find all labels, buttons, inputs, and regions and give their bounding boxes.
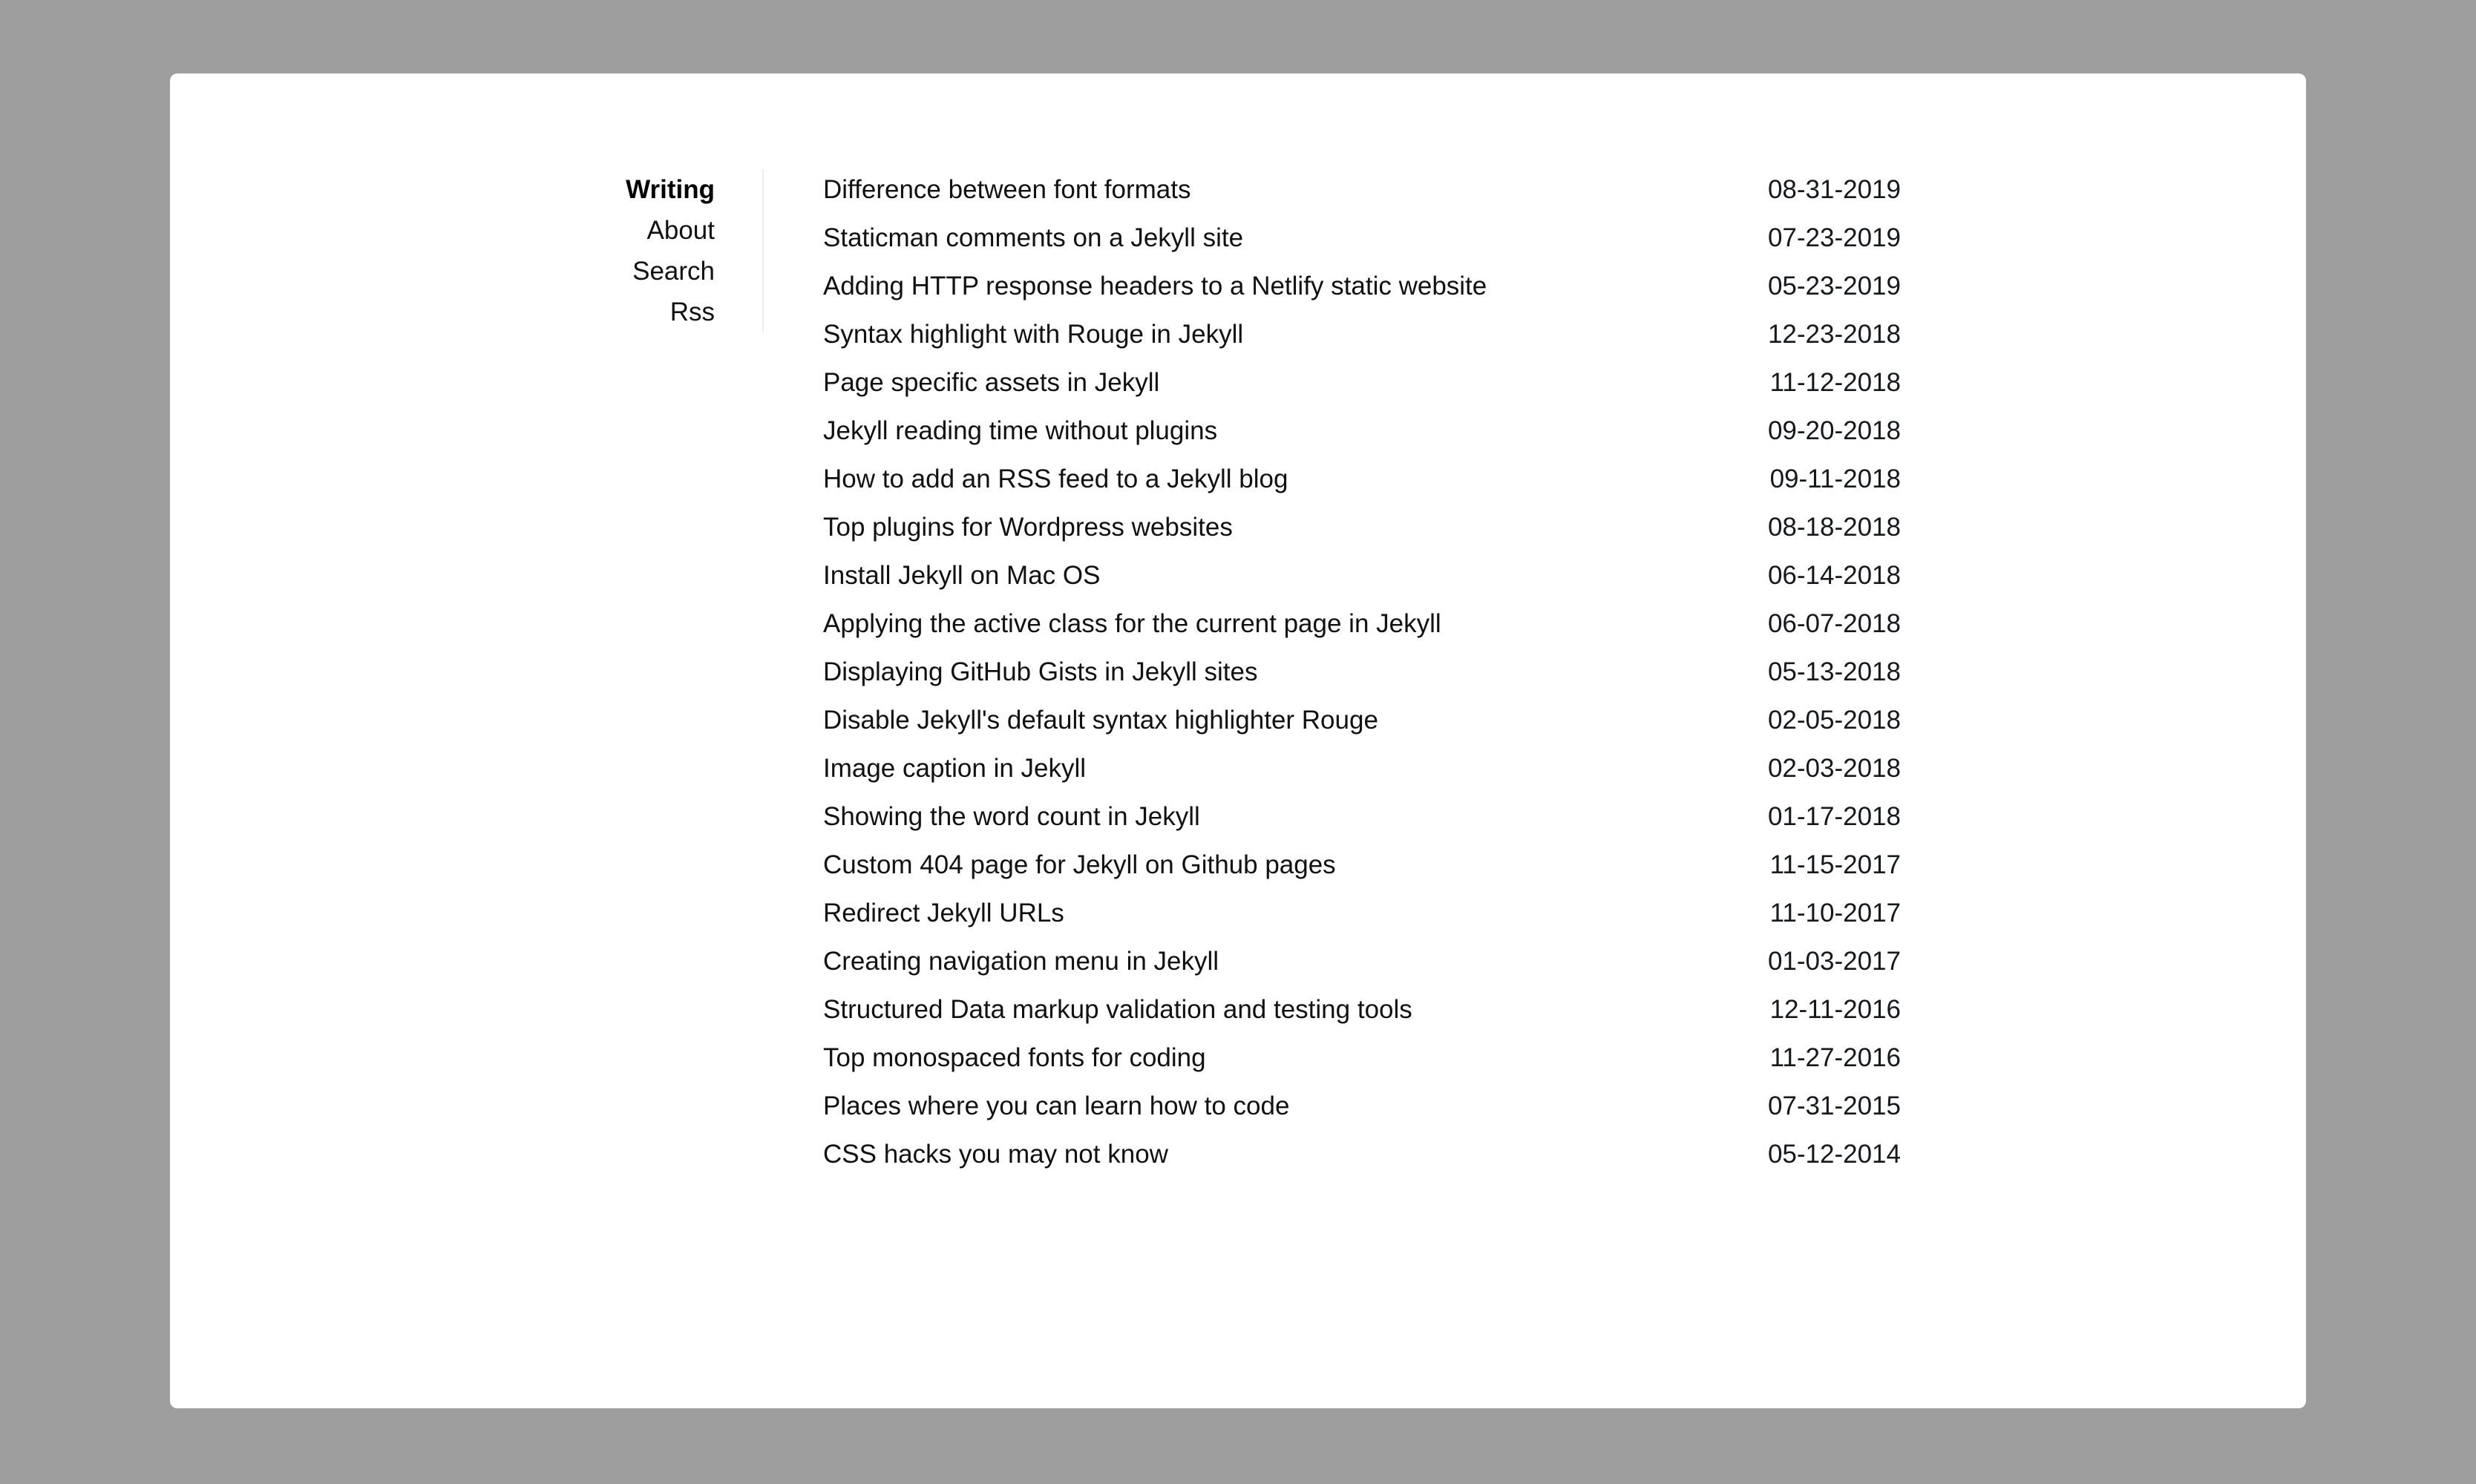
site-nav xyxy=(170,169,764,332)
post-date: 08-31-2019 xyxy=(1767,175,1901,204)
post-date: 11-27-2016 xyxy=(1769,1043,1901,1072)
nav-item-label[interactable]: Writing xyxy=(626,175,715,204)
post-title-link[interactable]: Redirect Jekyll URLs xyxy=(823,899,1064,928)
post-row-jekyll-reading-time-without-plugins xyxy=(823,407,1901,455)
post-date: 05-13-2018 xyxy=(1767,657,1901,686)
post-title-link[interactable]: Difference between font formats xyxy=(823,175,1191,204)
post-title-link[interactable]: How to add an RSS feed to a Jekyll blog xyxy=(823,464,1288,493)
post-row-applying-the-active-class-for-the-current-page-in-jekyll xyxy=(823,600,1901,648)
post-row-disable-jekyll-s-default-syntax-highlighter-rouge xyxy=(823,696,1901,744)
nav-item-about[interactable] xyxy=(170,210,715,251)
post-title-link[interactable]: Structured Data markup validation and testing tools xyxy=(823,995,1412,1024)
post-date: 05-12-2014 xyxy=(1767,1140,1901,1169)
post-list xyxy=(764,165,2306,1178)
post-date: 11-12-2018 xyxy=(1769,368,1901,397)
post-title-link[interactable]: CSS hacks you may not know xyxy=(823,1140,1168,1169)
page-card xyxy=(170,73,2306,1408)
nav-item-writing[interactable] xyxy=(170,169,715,210)
nav-item-label[interactable]: Search xyxy=(632,257,715,286)
post-title-link[interactable]: Top plugins for Wordpress websites xyxy=(823,513,1233,542)
post-date: 07-23-2019 xyxy=(1767,223,1901,252)
post-date: 01-17-2018 xyxy=(1767,802,1901,831)
post-title-link[interactable]: Disable Jekyll's default syntax highlighter Rouge xyxy=(823,706,1378,735)
post-title-link[interactable]: Install Jekyll on Mac OS xyxy=(823,561,1101,590)
post-date: 12-11-2016 xyxy=(1769,995,1901,1024)
post-date: 08-18-2018 xyxy=(1767,513,1901,542)
nav-item-search[interactable] xyxy=(170,251,715,292)
post-row-places-where-you-can-learn-how-to-code xyxy=(823,1082,1901,1130)
post-row-redirect-jekyll-urls xyxy=(823,889,1901,937)
post-title-link[interactable]: Displaying GitHub Gists in Jekyll sites xyxy=(823,657,1258,686)
post-row-css-hacks-you-may-not-know xyxy=(823,1130,1901,1178)
post-row-structured-data-markup-validation-and-testing-tools xyxy=(823,985,1901,1034)
post-date: 09-20-2018 xyxy=(1767,416,1901,445)
post-title-link[interactable]: Places where you can learn how to code xyxy=(823,1091,1290,1120)
post-date: 05-23-2019 xyxy=(1767,272,1901,301)
post-row-page-specific-assets-in-jekyll xyxy=(823,358,1901,407)
post-title-link[interactable]: Adding HTTP response headers to a Netlify static website xyxy=(823,272,1487,301)
post-date: 06-07-2018 xyxy=(1767,609,1901,638)
post-date: 01-03-2017 xyxy=(1767,947,1901,976)
post-date: 11-10-2017 xyxy=(1769,899,1901,928)
nav-item-label[interactable]: Rss xyxy=(669,298,715,326)
post-row-displaying-github-gists-in-jekyll-sites xyxy=(823,648,1901,696)
post-title-link[interactable]: Image caption in Jekyll xyxy=(823,754,1087,783)
post-row-syntax-highlight-with-rouge-in-jekyll xyxy=(823,310,1901,358)
post-row-top-monospaced-fonts-for-coding xyxy=(823,1034,1901,1082)
post-date: 12-23-2018 xyxy=(1767,320,1901,349)
post-date: 07-31-2015 xyxy=(1767,1091,1901,1120)
post-date: 11-15-2017 xyxy=(1769,850,1901,879)
post-row-adding-http-response-headers-to-a-netlify-static-website xyxy=(823,262,1901,310)
post-row-staticman-comments-on-a-jekyll-site xyxy=(823,214,1901,262)
content-area xyxy=(170,73,2306,1178)
post-date: 06-14-2018 xyxy=(1767,561,1901,590)
post-title-link[interactable]: Showing the word count in Jekyll xyxy=(823,802,1200,831)
post-date: 02-05-2018 xyxy=(1767,706,1901,735)
post-title-link[interactable]: Top monospaced fonts for coding xyxy=(823,1043,1206,1072)
post-row-showing-the-word-count-in-jekyll xyxy=(823,792,1901,841)
post-row-top-plugins-for-wordpress-websites xyxy=(823,503,1901,551)
post-row-install-jekyll-on-mac-os xyxy=(823,551,1901,600)
post-row-custom-404-page-for-jekyll-on-github-pages xyxy=(823,841,1901,889)
nav-item-label[interactable]: About xyxy=(646,216,715,245)
post-title-link[interactable]: Syntax highlight with Rouge in Jekyll xyxy=(823,320,1244,349)
post-title-link[interactable]: Applying the active class for the current page in Jekyll xyxy=(823,609,1441,638)
post-date: 09-11-2018 xyxy=(1769,464,1901,493)
nav-item-rss[interactable] xyxy=(170,292,715,332)
post-row-difference-between-font-formats xyxy=(823,165,1901,214)
post-row-creating-navigation-menu-in-jekyll xyxy=(823,937,1901,985)
post-date: 02-03-2018 xyxy=(1767,754,1901,783)
post-title-link[interactable]: Jekyll reading time without plugins xyxy=(823,416,1218,445)
post-title-link[interactable]: Creating navigation menu in Jekyll xyxy=(823,947,1219,976)
post-title-link[interactable]: Custom 404 page for Jekyll on Github pages xyxy=(823,850,1336,879)
post-row-how-to-add-an-rss-feed-to-a-jekyll-blog xyxy=(823,455,1901,503)
post-title-link[interactable]: Page specific assets in Jekyll xyxy=(823,368,1160,397)
post-row-image-caption-in-jekyll xyxy=(823,744,1901,792)
post-title-link[interactable]: Staticman comments on a Jekyll site xyxy=(823,223,1244,252)
